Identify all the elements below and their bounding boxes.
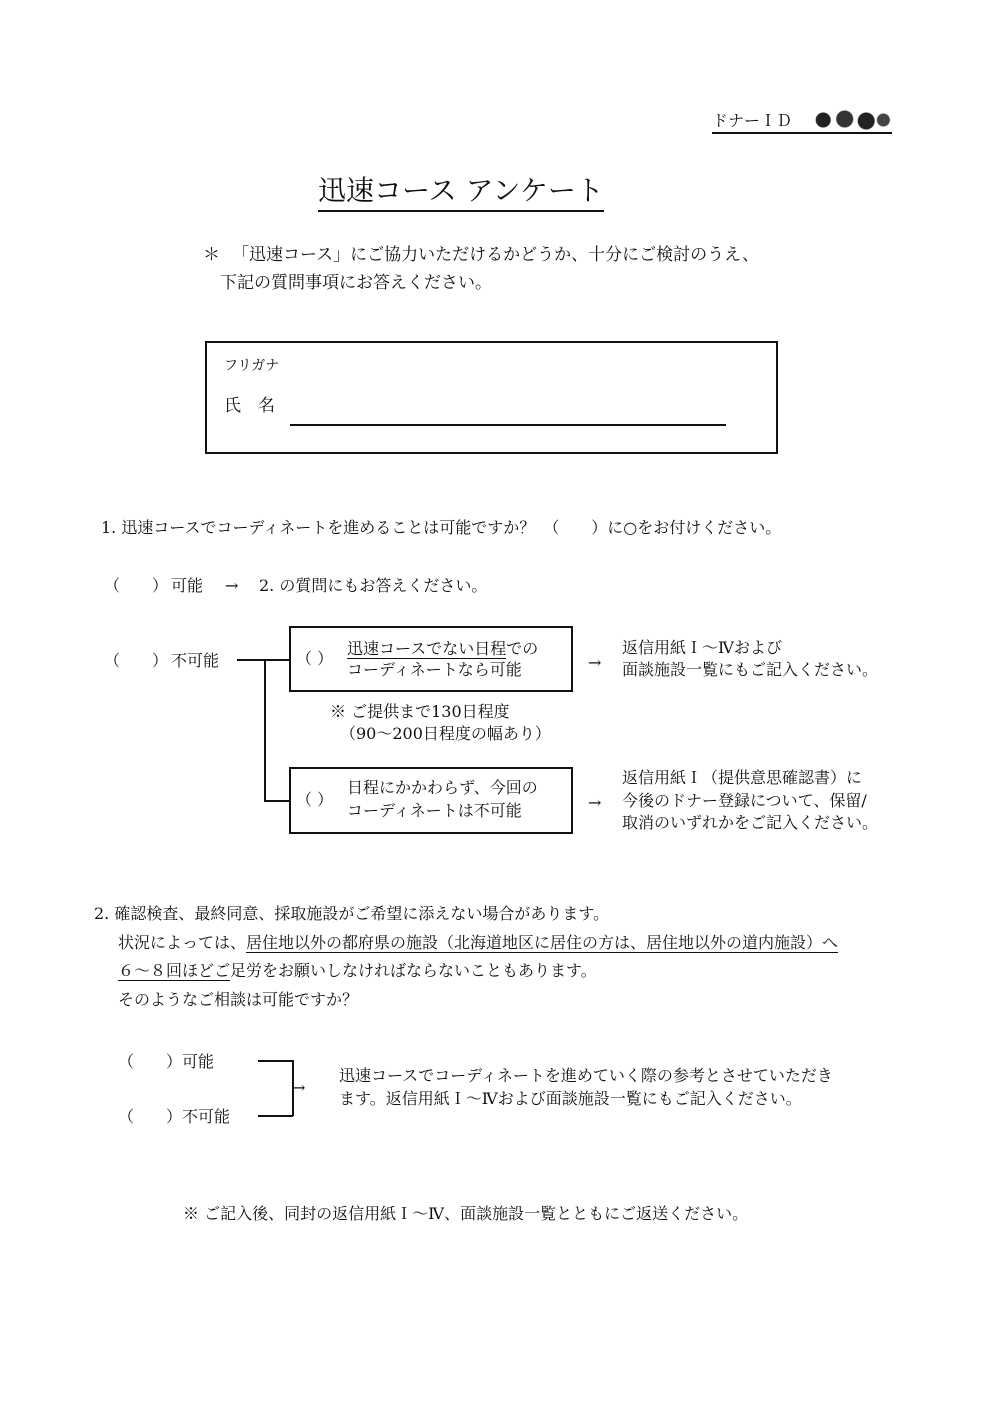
q2-result-1: 迅速コースでコーディネートを進めていく際の参考とさせていただき xyxy=(339,1066,833,1085)
intro-line-2: 下記の質問事項にお答えください。 xyxy=(220,273,492,293)
connector-line xyxy=(264,659,266,801)
q1-question: 1. 迅速コースでコーディネートを進めることは可能ですか？ （ ）に○をお付けください。 xyxy=(101,518,782,537)
q2-line-4: そのようなご相談は可能ですか？ xyxy=(118,990,359,1009)
q2-line-3-rest: 足労をお願いしなければならないこともあります。 xyxy=(230,961,597,980)
option-a-result-2: 面談施設一覧にもご記入ください。 xyxy=(622,660,879,679)
name-label: 氏 名 xyxy=(224,396,275,416)
q1-possible-label: 可能 xyxy=(171,576,204,595)
q1-possible-arrow: → xyxy=(225,576,239,595)
q2-possible-checkbox[interactable]: （ ） xyxy=(118,1052,183,1071)
connector-line xyxy=(237,659,289,661)
option-b-line-1: 日程にかかわらず、今回の xyxy=(347,778,538,797)
donor-id-label: ドナーＩＤ xyxy=(712,111,793,130)
q2-result-2: ます。返信用紙Ｉ～Ⅳおよび面談施設一覧にもご記入ください。 xyxy=(339,1089,802,1108)
q2-impossible-checkbox[interactable]: （ ） xyxy=(118,1107,183,1126)
q2-impossible-label: 不可能 xyxy=(182,1107,231,1126)
footer-note: ※ ご記入後、同封の返信用紙Ｉ～Ⅳ、面談施設一覧とともにご返送ください。 xyxy=(183,1204,749,1223)
q2-connector-line xyxy=(258,1115,293,1117)
name-box xyxy=(205,341,778,454)
option-a-checkbox[interactable]: （ ） xyxy=(296,649,334,668)
intro-line-1: 「迅速コース」にご協力いただけるかどうか、十分にご検討のうえ、 xyxy=(232,245,760,265)
redacted-donor-id xyxy=(806,110,892,130)
q1-impossible-label: 不可能 xyxy=(171,651,220,670)
q2-line-2-pre: 状況によっては、 xyxy=(118,933,247,952)
q2-line-2-underlined: 居住地以外の都府県の施設（北海道地区に居住の方は、居住地以外の道内施設）へ xyxy=(246,933,839,952)
q1-possible-note: 2. の質問にもお答えください。 xyxy=(259,576,488,595)
option-a-arrow: → xyxy=(588,653,602,672)
q2-line-3-underlined: ６～８回ほどご xyxy=(118,961,231,980)
option-b-line-2: コーディネートは不可能 xyxy=(347,801,522,820)
option-a-result-1: 返信用紙Ｉ～Ⅳおよび xyxy=(622,638,782,657)
option-a-note-2: （90～200日程度の幅あり） xyxy=(340,724,551,743)
option-a-line-1-underlined: 迅速コースでない日程 xyxy=(347,639,507,658)
furigana-label: フリガナ xyxy=(224,358,280,374)
donor-id-underline xyxy=(712,132,892,134)
option-b-result-2: 今後のドナー登録について、保留/ xyxy=(622,791,867,810)
q2-connector-line xyxy=(258,1060,293,1062)
connector-line xyxy=(264,800,289,802)
q2-arrow: → xyxy=(292,1078,306,1097)
option-b-checkbox[interactable]: （ ） xyxy=(296,790,334,809)
name-input-line[interactable] xyxy=(290,424,726,426)
intro-star: ＊ xyxy=(203,245,220,265)
q2-possible-label: 可能 xyxy=(182,1052,215,1071)
page-title: 迅速コース アンケート xyxy=(318,172,604,212)
q1-impossible-checkbox[interactable]: （ ） xyxy=(104,651,169,670)
q2-line-1: 2. 確認検査、最終同意、採取施設がご希望に添えない場合があります。 xyxy=(94,904,610,923)
option-b-result-3: 取消のいずれかをご記入ください。 xyxy=(622,813,879,832)
option-a-line-2: コーディネートなら可能 xyxy=(347,660,522,679)
option-b-result-1: 返信用紙Ｉ（提供意思確認書）に xyxy=(622,768,863,787)
option-a-line-1-rest: での xyxy=(506,639,539,658)
q1-possible-checkbox[interactable]: （ ） xyxy=(104,576,169,595)
option-b-arrow: → xyxy=(588,793,602,812)
option-a-note-1: ※ ご提供まで130日程度 xyxy=(330,702,510,721)
